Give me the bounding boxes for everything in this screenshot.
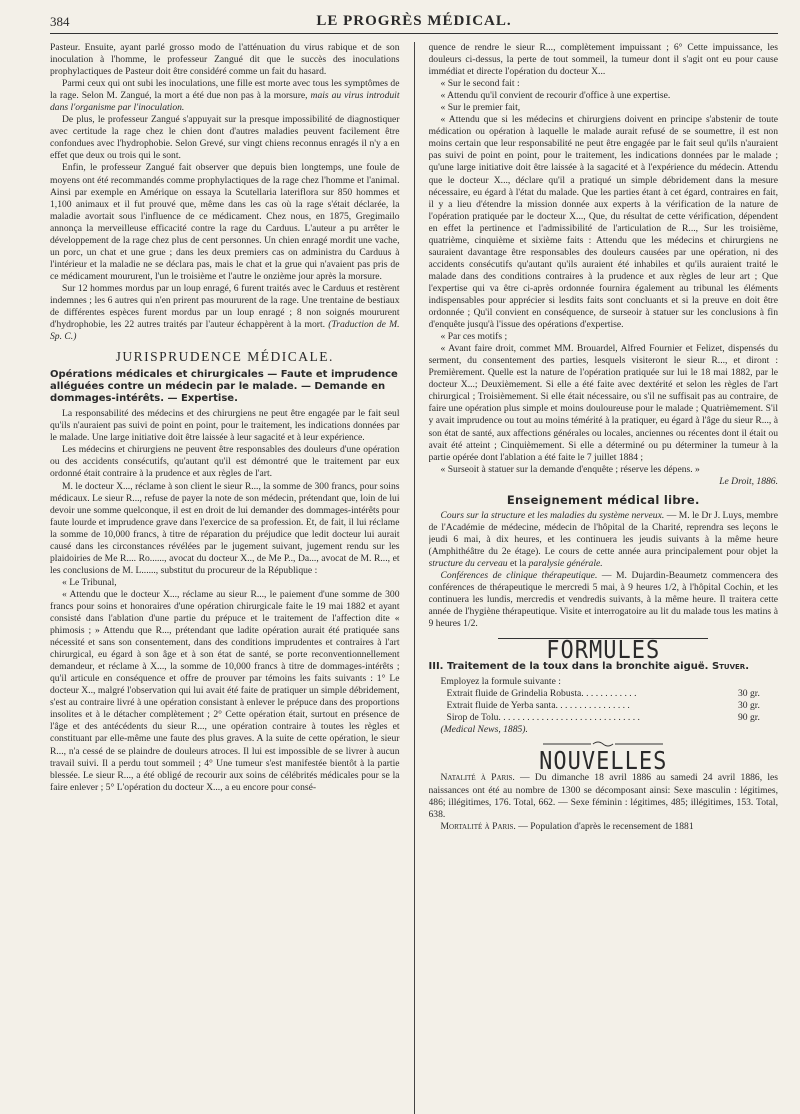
italic-text: Cours sur la structure et les maladies du système nerveux. bbox=[440, 509, 665, 521]
paragraph: « Attendu que le docteur X..., réclame au sieur R..., le paiement d'une somme de 300 francs pour soins et honoraires d'une opération chirurgicale faite le 19 mai 1882 et ayant consisté dans l'ablation d'une partie du prépuce et le traitement de l'affection dite « phimosis ; » Attendu que R..., prétendant que ladite opération aurait été pratiquée sans nécessité et sans son consentement, dans des conditions imprudentes et contraires à l'art chirurgical, eu égard à son âge et à son état de santé, se porte reconventionnellement demandeur, et réclame à X..., la somme de 10,000 francs à titre de dommages-intérêts ; qu'il articule en conséquence et offre de prouver par témoins les faits suivants : 1° Le docteur X.., malgré l'observation qui lui avait été faite de pratiquer un simple débridement, s'est au contraire livré à une opération consistant à enlever le prépuce dans des proportions insolites et à le détacher complètement ; 2° Cette opération était, surtout en présence de l'âge et des antécédents du sieur R..., une opération contraire à toutes les règles et constituant par elle-même une faute des plus graves. A la suite de cette opération, le sieur R..., n'a cessé de se plaindre de douleurs atroces. Il lui est impossible de se livrer à aucun travail suivi. Il a perdu tout sommeil ; 4° Une tumeur s'est manifestée bientôt à la partie blessée. Le sieur R..., a été obligé de recourir aux soins de célébrités médicales pour se la faire enlever ; 5° L'opération du docteur X..., a eu encore pour consé- bbox=[50, 588, 400, 793]
ingredient-name: Extrait fluide de Yerba santa. . . . . . . . . . . . . . . . bbox=[446, 700, 630, 712]
paragraph bbox=[50, 283, 400, 343]
paragraph bbox=[429, 570, 779, 630]
italic-text: structure du cerveau bbox=[428, 557, 508, 569]
journal-title: LE PROGRÈS MÉDICAL. bbox=[316, 13, 512, 29]
italic-text: paralysie générale. bbox=[528, 557, 603, 569]
paragraph bbox=[429, 724, 779, 736]
text-span: et la bbox=[509, 557, 527, 569]
column-divider bbox=[414, 42, 415, 1114]
text-span: — M. le Dr J. Luys, membre de l'Académie de médecine, médecin de l'hôpital de la Charité, reprendra ses leçons le jeudi 6 mai, à dix heures, et les continuera les jeudis suivants à la même heure (Amphithéâtre du 2e étage). Le cours de cette année aura principalement pour objet la bbox=[428, 509, 778, 557]
text-span: Sur 12 hommes mordus par un loup enragé, 6 furent traités avec le Carduus et restèrent indemnes ; les 6 autres qui n'en prirent pas moururent de la rage. Une trentaine de bestiaux de différentes espèces furent mordus par un loup enragé ; 8 non soignés moururent d'hydrophobie, les 22 autres traités par l'auteur échappèrent à la mort. bbox=[50, 282, 400, 331]
formula-author: Stuver. bbox=[711, 661, 749, 673]
paragraph: « Sur le second fait : bbox=[440, 78, 520, 90]
ingredient-quantity: 30 gr. bbox=[738, 688, 760, 700]
recipe-line bbox=[429, 688, 779, 700]
page-number: 384 bbox=[50, 14, 70, 29]
article-subheading: Opérations médicales et chirurgicales — Faute et imprudence alléguées contre un médecin par le malade. — Demande en dommages-intérêts. — Expertise. bbox=[50, 369, 398, 405]
source-credit bbox=[429, 476, 779, 488]
ingredient-quantity: 90 gr. bbox=[738, 712, 760, 724]
section-title-jurisprudence: JURISPRUDENCE MÉDICALE. bbox=[115, 349, 334, 365]
paragraph: « Le Tribunal, bbox=[62, 576, 117, 588]
paragraph: « Avant faire droit, commet MM. Brouardel, Alfred Fournier et Felizet, dispensés du serment, du consentement des parties, lesquels visiteront le sieur R..., et diront : Premièrement. Quelle est la nature de l'opération pratiquée sur lui le 18 mai 1882, par le docteur X...; Deuxièmement. Si elle a été faite avec dextérité et selon les règles de l'art chirurgical ; Troisièmement. Si elle était nécessaire, ou s'il ne suffisait pas au contraire, de faire une opération plus simple et moins douloureuse pour le malade ; Quatrièmement. S'il y avait imprudence ou tout au moins témérité à la pratiquer, eu égard à l'âge du sieur R..., à son état de santé, aux affections générales ou locales, anciennes ou récentes dont il était ou avait été atteint ; Cinquièmement. Si elle a déterminé ou pu déterminer la tumeur à la partie opérée dont l'ablation a été faite le 7 juillet 1884 ; bbox=[428, 343, 778, 463]
italic-text: Conférences de clinique thérapeutique. bbox=[440, 570, 598, 582]
paragraph: Pasteur. Ensuite, ayant parlé grosso modo de l'atténuation du virus rabique et de son inoculation à l'homme, le professeur Zangué dit que le succès des inoculations prophylactiques de Pasteur doit être considéré comme un fait du hasard. bbox=[50, 42, 400, 78]
paragraph: De plus, le professeur Zangué s'appuyait sur la presque impossibilité de diagnostiquer avec certitude la rage chez le chien dont d'autres maladies peuvent facilement être confondues avec l'hydrophobie. Selon Grevé, sur vingt chiens reconnus enragés il n'y a en effet que deux ou trois qui le sont. bbox=[50, 114, 400, 162]
text-span: — Population d'après le recensement de 1881 bbox=[518, 820, 694, 832]
recipe-line bbox=[429, 712, 779, 724]
right-column bbox=[429, 42, 779, 1114]
paragraph bbox=[50, 78, 400, 114]
paragraph: La responsabilité des médecins et des chirurgiens ne peut être engagée par le fait seul qu'ils n'auraient pas suivi de point en point, pour le traitement, les indications données par le malade. Une large initiative doit être laissée à leur sagacité et à leur expérience. bbox=[50, 408, 400, 444]
translation-credit: (Traduction de M. Sp. C.) bbox=[50, 319, 400, 343]
italic-text: mais au virus introduit dans l'organisme par l'inoculation. bbox=[50, 90, 400, 114]
formula-heading-text: III. Traitement de la toux dans la bronchite aiguë. bbox=[428, 661, 709, 673]
source-text: (Medical News, 1885). bbox=[440, 724, 528, 736]
paragraph: Enfin, le professeur Zangué fait observer que depuis bien longtemps, une foule de moyens ont été recommandés comme prophylactiques de la rage chez l'homme et l'animal. Ainsi par exemple en Amérique on essaya la Scutellaria lateriflora sur 850 hommes et 1,100 animaux et il fut prouvé que, même dans les cas où la rage s'était déclarée, la maladie avortait sous l'influence de ce médicament. Chez nous, en 1875, Gregimailo annonça la merveilleuse efficacité contre la rage du Carduus. L'auteur a pu arrêter le développement de la rage chez plus de cent personnes. Un chien enragé mordit une vache, un porc, un chat et une grue ; dans les deux premiers cas on administra du Carduus à l'intérieur et la maladie ne se déclara pas, mais le chat et la grue qui n'avaient pas pris de ce médicament moururent, l'un le troisième et l'autre le onzième jour après la morsure. bbox=[50, 162, 400, 282]
text-span: Parmi ceux qui ont subi les inoculations, une fille est morte avec tous les symptômes de la rage. Selon M. Zangué, la mort a été due non pas à la morsure, bbox=[50, 78, 400, 102]
paragraph: « Sur le premier fait, bbox=[440, 102, 521, 114]
paragraph: Employez la formule suivante : bbox=[440, 676, 561, 688]
two-column-body bbox=[50, 42, 778, 1114]
section-title-nouvelles: NOUVELLES bbox=[539, 747, 668, 777]
source-text: Le Droit, 1886. bbox=[719, 475, 778, 487]
text-span: — Du dimanche 18 avril 1886 au samedi 24 avril 1886, les naissances ont été au nombre de 1300 se décomposant ainsi: Sexe masculin : légitimes, 486; illégitimes, 176. Total, 662. — Sexe féminin : légitimes, 485; illégitimes, 153. Total, 638. bbox=[428, 772, 778, 820]
paragraph: quence de rendre le sieur R..., complètement impuissant ; 6° Cette impuissance, les douleurs ci-dessus, la perte de tout sommeil, la tumeur dont il s'agit ont eu pour cause immédiat et directe l'opération du docteur X... bbox=[428, 42, 778, 78]
small-caps-heading: Natalité à Paris. bbox=[440, 772, 515, 784]
paragraph: « Attendu qu'il convient de recourir d'office à une expertise. bbox=[440, 90, 671, 102]
paragraph: M. le docteur X..., réclame à son client le sieur R..., la somme de 300 francs, pour soins médicaux. Le sieur R..., refuse de payer la note de son médecin, prétendant que, loin de lui devoir une somme quelconque, il est en droit de lui demander des dommages-intérêts pour faute lourde et imprudence grave dans l'exercice de sa profession. Et, de fait, il lui réclame la somme de 10,000 francs, à titre de réparation du préjudice que ledit docteur lui aurait causé dans les circonstances révélées par le jugement suivant, jugement rendu sur les plaidoiries de Me R.... Ro......, avocat du docteur X.., de Me P.., Da..., avocat de M. R..., et les conclusions de M. L......, substitut du procureur de la République : bbox=[50, 480, 400, 576]
text-span: — M. Dujardin-Beaumetz commencera des conférences de thérapeutique le mercredi 5 mai, à 9 heures 1/2, à l'hôpital Cochin, et les continuera les lundis, mercredis et vendredis suivants, à la même heure. Il traitera cette année de l'hygiène thérapeutique. Visite et interrogatoire au lit du malade tous les matins à 9 heures 1/2. bbox=[428, 570, 778, 630]
paragraph: Les médecins et chirurgiens ne peuvent être responsables des douleurs d'une opération ou des accidents consécutifs, qu'autant qu'il est démontré que le traitement par eux ordonné était contraire à la prudence et aux règles de l'art. bbox=[50, 444, 400, 480]
small-caps-heading: Mortalité à Paris. bbox=[440, 820, 516, 832]
section-title-enseignement: Enseignement médical libre. bbox=[506, 492, 700, 507]
ingredient-name: Sirop de Tolu. . . . . . . . . . . . . . . . . . . . . . . . . . . . . . bbox=[446, 712, 640, 724]
left-column bbox=[50, 42, 400, 1114]
ingredient-name: Extrait fluide de Grindelia Robusta. . . . . . . . . . . . bbox=[446, 688, 637, 700]
paragraph bbox=[429, 821, 779, 833]
paragraph: « Attendu que si les médecins et chirurgiens doivent en principe s'abstenir de toute médication ou opération à laquelle le malade aurait refusé de se soumettre, il est non moins certain que leur responsabilité ne peut être engagée par le fait seul qu'ils n'auraient pas suivi de point en point, pour le traitement, les indications données par le malade ; qu'une large initiative doit être laissée à la sagacité et à l'expérience du médecin. Attendu que le docteur X..., déclare qu'il a pratiqué un simple débridement dans la mesure nécessaire, eu égard à l'état du malade. Que les parties étant à cet égard, contraires en fait, il y a lieu d'étendre la mission donnée aux experts à la vérification de la nature de l'opération pratiquée par le docteur X..., Que, du résultat de cette vérification, dépendent en effet la pertinence et l'admissibilité de l'articulation de R..., Sur les troisième, quatrième, cinquième et sixième faits : Attendu que les médecins et chirurgiens ne sauraient davantage être responsables des douleurs causées par une opération, ni des accidents consécutifs qu'autant qu'ils auraient été inhabiles et qu'ils auraient traité le malade dans des conditions contraires à la prudence et aux règles de leur art ; Que l'expertise qui va être ci-après ordonnée fournira également au tribunal les éléments indispensables pour apprécier si lesdits faits sont concluants et si la preuve en doit être ordonnée ; Qu'il convient en conséquence, de surseoir à statuer sur les conclusions à fin d'enquête jusqu'à l'issue des opérations d'expertise. bbox=[428, 114, 778, 331]
ingredient-quantity: 30 gr. bbox=[738, 700, 760, 712]
paragraph: « Par ces motifs ; bbox=[440, 331, 508, 343]
section-title-formules: FORMULES bbox=[546, 636, 661, 666]
page-header bbox=[50, 12, 778, 34]
paragraph: « Surseoit à statuer sur la demande d'enquête ; réserve les dépens. » bbox=[440, 463, 700, 475]
paragraph bbox=[429, 772, 779, 820]
recipe-line bbox=[429, 700, 779, 712]
paragraph bbox=[429, 510, 779, 570]
